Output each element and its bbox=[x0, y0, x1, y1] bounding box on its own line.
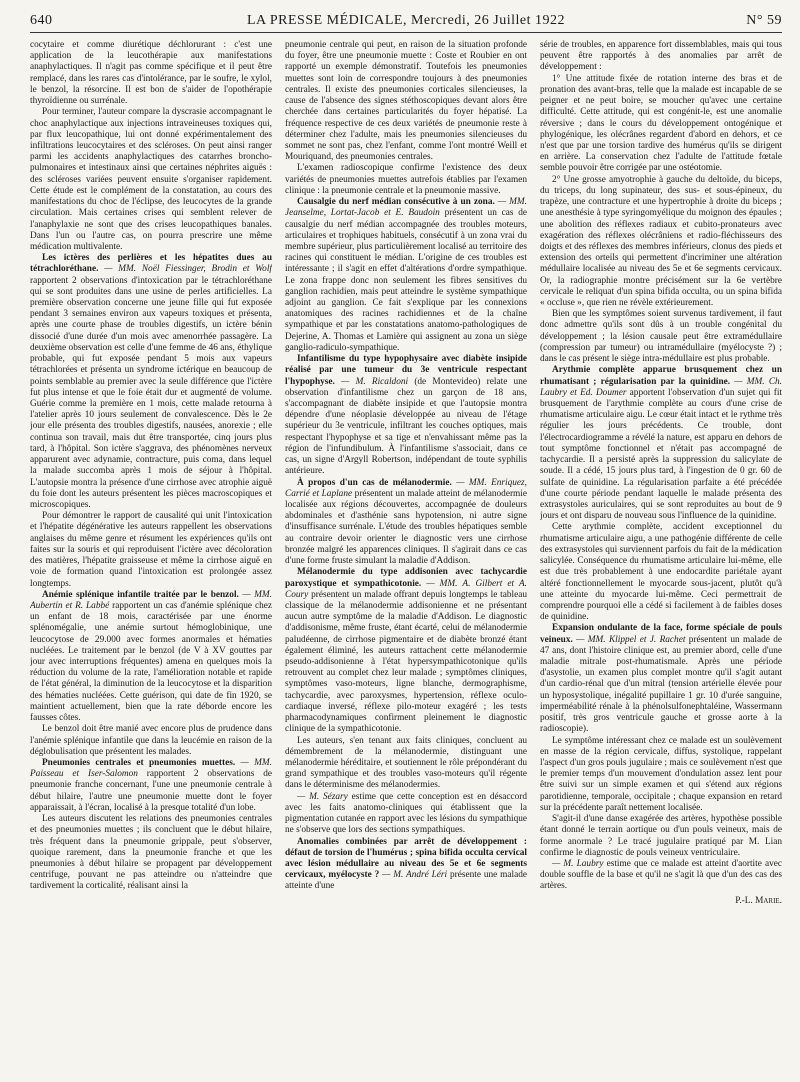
section-heading: Anomalies combinées par arrêt de développement : défaut de torsion de l'humérus ; spina bifida occulta cervical avec lésion médullaire au niveau des 5e et 6e segments cervicaux, myélocyste ? bbox=[285, 836, 527, 881]
paragraph bbox=[285, 567, 527, 735]
paragraph bbox=[540, 623, 782, 735]
paragraph-text: estime que ce malade est atteint d'aortite avec double souffle de la base et qu'il ne s'agit là que d'un des cas des artères. bbox=[540, 858, 782, 892]
paragraph bbox=[540, 859, 782, 893]
paragraph: Les auteurs, s'en tenant aux faits cliniques, concluent au démembrement de la mélanodermie, distinguant une mélanodermie héréditaire, et soutiennent le rôle prépondérant du grand sympathique et des troubles vaso-moteurs qu'il régente dans le déterminisme des mélanodermies. bbox=[285, 735, 527, 791]
paragraph: Pour terminer, l'auteur compare la dyscrasie accompagnant le choc anaphylactique aux injections intraveineuses toxiques qui, par flux leucopathique, lui ont donné expérimentalement des infiltrations leucocytaires et des scléroses. On peut ainsi ranger parmi les accidents anaphylactiques des catarrhes broncho-pulmonaires et intestinaux ainsi que certaines néphrites aiguës : des scléroses variées peuvent ensuite s'organiser rapidement. Cette étude est le complément de la constatation, au cours des manifestations du choc de l'éclipse, des leucocytes de la grande circulation. Mais certaines crises qui semblent relever de l'anaphylaxie ne sont que des crises leucopathiques banales. Dans l'un ou l'autre cas, on pourra prescrire une même médication multivalente. bbox=[30, 107, 272, 252]
paragraph-text: rapportent 2 observations d'intoxication par le tétrachloréthane qui se sont produites dans une usine de perles artificielles. La première observation concerne une jeune fille qui fut exposée pendant 3 semaines environ aux vapeurs toxiques et présenta, après une courte phase de troubles digestifs, un ictère bénin dissocié d'une durée d'un mois avec amenorrhée passagère. La deuxième observation est celle d'une femme de 46 ans, éthylique probable, qui fut exposée pendant 5 mois aux vapeurs tétrachlorées et présenta un syndrome ictérique en beaucoup de points semblable au premier avec la seule différence que l'ictère fut plus intense et que le foie était dur et augmenté de volume. Guérie comme la première en 1 mois, cette malade retourna à l'atelier après 10 jours seulement de convalescence. Dès le 2e jour elle présenta des troubles digestifs, nausées, anorexie ; elle continua son travail, mais dut être transportée, cinq jours plus tard, à l'hôpital. Son ictère s'aggrava, des phénomènes nerveux apparurent avec adynamie, contracture, puis coma, dans lequel la malade succomba après 1 mois de séjour à l'hôpital. L'autopsie montra la présence d'une cirrhose avec atrophie aiguë du foie dont les auteurs présentent les pièces macroscopiques et microscopiques. bbox=[30, 275, 272, 510]
paragraph-text: présentent un cas de causalgie du nerf médian accompagnée des troubles moteurs, articulaires et trophiques habituels, consécutif à un zona vrai du membre supérieur, plus particulièrement localisé au territoire des racines qui constituent le médian. L'origine de ces troubles est intéressante ; il s'agit en effet d'altérations d'ordre sympathique. Le zona frappe donc non seulement les fibres sensitives du ganglion rachidien, mais peut atteindre le système sympathique adjoint au ganglion. Ce fait s'explique par les connexions anatomiques des racines rachidiennes et de la chaîne sympathique et par les constatations anatomo-pathologiques de Dejerine, A. Thomas et Lamière qui assignent au zona un siège ganglio-radiculo-sympathique. bbox=[285, 208, 527, 353]
authors: — MM. Ch. Laubry et Ed. Doumer bbox=[540, 376, 782, 398]
paragraph-text: estime que cette conception est en désaccord avec les faits anatomo-cliniques qui établissent que la pigmentation cutanée en rapport avec les lésions du sympathique ne s'observe que lors des sections sympathiques. bbox=[285, 791, 527, 836]
section-heading: À propos d'un cas de mélanodermie. bbox=[297, 477, 452, 488]
paragraph bbox=[285, 354, 527, 477]
section-heading: Les ictères des perlières et les hépatites dues au tétrachloréthane. bbox=[30, 253, 272, 275]
paragraph: série de troubles, en apparence fort dissemblables, mais qui tous peuvent être rapportés à des anomalies par arrêt de développement : bbox=[540, 40, 782, 73]
section-heading: Anémie splénique infantile traitée par le benzol. bbox=[42, 589, 239, 600]
paragraph-text: présente une malade atteinte d'une bbox=[285, 870, 527, 892]
paragraph: pneumonie centrale qui peut, en raison de la situation profonde du foyer, être une pneumonie muette : Coste et Roubier en ont rapporté un exemple démonstratif. Toutefois les pneumonies muettes sont loin de correspondre toujours à des pneumonies centrales. Il existe des pneumonies corticales silencieuses, la cause de l'absence des signes stéthoscopiques devant alors être cherchée dans certaines particularités du foyer hépatisé. La fréquence respective de ces deux variétés de pneumonie reste à déterminer chez l'adulte, mais les pneumonies silencieuses du sommet ne sont pas, chez l'enfant, comme l'ont montré Weill et Mouriquand, des pneumonies centrales. bbox=[285, 40, 527, 163]
page-header bbox=[30, 10, 782, 33]
paragraph bbox=[285, 837, 527, 893]
authors: — MM. Aubertin et R. Labbé bbox=[30, 589, 272, 611]
column-3 bbox=[540, 40, 782, 1076]
authors: — MM. Enriquez, Carrié et Laplane bbox=[285, 477, 527, 499]
paragraph-text: présentent un malade atteint de mélanodermie localisée aux régions découvertes, accompagnée de douleurs abdominales et d'asthénie sans hypotension, ni autre signe d'insuffisance surrénale. L'étude des troubles hépatiques semble au contraire devoir orienter le diagnostic vers une cirrhose bronzée malgré les apparences cliniques. Il s'agirait dans ce cas d'une forme fruste simulant la maladie d'Addison. bbox=[285, 488, 527, 567]
authors: — M. Sézary bbox=[297, 791, 348, 802]
section-heading: Causalgie du nerf médian consécutive à un zona. bbox=[297, 197, 495, 208]
issue-number: N° 59 bbox=[746, 13, 782, 28]
paragraph bbox=[30, 758, 272, 814]
paragraph-text: présentent un malade de 47 ans, dont l'histoire clinique est, au premier abord, celle d'une maladie mitrale post-rhumatismale. Après une période d'asystolie, un examen plus complet montre qu'il s'agit autant d'un cardio-rénal que d'un mitral (tension artérielle élevée pour un hyposystolique, inégalité pupillaire 1 gr. 10 d'urée sanguine, imperméabilité rénale à la phénolsulfonephtaléine, Wassermann positif, très gros ventricule gauche et grosse aorte à la radioscopie). bbox=[540, 634, 782, 735]
paragraph: L'examen radioscopique confirme l'existence des deux variétés de pneumonies muettes autrefois établies par l'examen clinique : la pneumonie centrale et la pneumonie massive. bbox=[285, 163, 527, 196]
paragraph bbox=[285, 197, 527, 354]
authors: — M. Laubry bbox=[552, 858, 604, 869]
paragraph: Cette arythmie complète, accident exceptionnel du rhumatisme articulaire aigu, a une pathogénie différente de celle des extrasystoles qui surviennent parfois du fait de la médication salicylée. Conséquence du rhumatisme articulaire lui-même, elle est due très probablement à une endocardite pariétale ayant altéré fonctionnellement le myocarde sous-jacent, plutôt qu'à une atteinte du myocarde lui-même. Ceci permettrait de comprendre pourquoi elle a cédé si facilement à de faibles doses de quinidine. bbox=[540, 522, 782, 623]
authors: — MM. Jeanselme, Lortat-Jacob et E. Baudoin bbox=[285, 197, 527, 219]
section-heading: Pneumonies centrales et pneumonies muettes. bbox=[42, 758, 236, 768]
authors: — M. Ricaldoni bbox=[334, 376, 409, 387]
paragraph: Le symptôme intéressant chez ce malade est un soulèvement en masse de la région cervicale, diffus, systolique, rappelant l'aspect d'un gros pouls jugulaire ; mais ce soulèvement n'est que le premier temps d'un mouvement d'ondulation assez lent pour être suivi sur un simple examen et qui s'étend aux régions parotidienne, temporale, occipitale ; chaque expansion en retard sur la précédente paraît nettement localisée. bbox=[540, 735, 782, 813]
paragraph-text: rapportent un cas d'anémie splénique chez un enfant de 18 mois, caractérisée par une énorme splénomégalie, une anémie surtout hémoglobinique, une leucocytose de 29.000 avec formes anormales et hématies nucléées. Le traitement par le benzol (de V à XV gouttes par jour avec interruptions fréquentes) amena en quelques mois la réduction du volume de la rate, l'amélioration notable et rapide de l'état général, la diminution de la leucocytose et la disparition des hématies nucléées. Cette guérison, qui date de fin 1920, se maintient actuellement, bien que la rate déborde encore les fausses côtes. bbox=[30, 600, 272, 724]
column-2 bbox=[285, 40, 527, 1076]
paragraph bbox=[285, 792, 527, 837]
journal-dateline: LA PRESSE MÉDICALE, Mercredi, 26 Juillet 1922 bbox=[246, 13, 566, 28]
paragraph: cocytaire et comme diurétique déchlorurant : c'est une application de la leucothérapie aux manifestations anaphylactiques. Il n'agit pas comme spécifique et il peut être remplacé, dans les rares cas d'intolérance, par le soufre, le xylol, le benzol, la résorcine. Il est bon de s'aider de l'opothérapie thyroïdienne ou surrénale. bbox=[30, 40, 272, 107]
paragraph bbox=[540, 365, 782, 522]
section-heading: Mélanodermie du type addisonien avec tachycardie paroxystique et sympathicotonie. bbox=[285, 567, 527, 589]
section-heading: Infantilisme du type hypophysaire avec diabète insipide réalisé par une tumeur du 3e ventricule respectant l'hypophyse. bbox=[285, 354, 527, 387]
authors: — MM. Klippel et J. Rachet bbox=[572, 634, 686, 645]
paragraph: Le benzol doit être manié avec encore plus de prudence dans l'anémie splénique infantile que dans la leucémie en raison de la déglobulisation que présentent les malades. bbox=[30, 724, 272, 757]
section-heading: Arythmie complète apparue brusquement chez un rhumatisant ; régularisation par la quinidine. bbox=[540, 365, 782, 387]
paragraph-text: apportent l'observation d'un sujet qui fit brusquement de l'arythmie complète au cours d'une crise de rhumatisme articulaire aigu. Le cœur était intact et le rythme très régulier les jours précédents. Ce trouble, dont l'électrocardiogramme a révélé la nature, est apparu en dehors de tout symptôme fonctionnel et n'était pas accompagné de tachycardie. Il a persisté après la suppression du salicylate de soude. Il a cédé, 15 jours plus tard, à l'ingestion de 0 gr. 60 de sulfate de quinidine. La régularisation parfaite a été précédée d'une courte période pendant laquelle le malade présenta des extrasystoles auriculaires, qui se sont reproduites au bout de 9 jours et ont disparu de nouveau sous l'influence de la quinidine. bbox=[540, 387, 782, 522]
paragraph bbox=[30, 253, 272, 511]
paragraph: 2° Une grosse amyotrophie à gauche du deltoïde, du biceps, du triceps, du long supinateur, des sus- et sous-épineux, du trapèze, une contracture et une hypertrophie à droite du biceps ; une anesthésie à type syringomyélique du moignon des épaules ; une abolition des réflexes radiaux et cubito-pronateurs avec exagération des réflexes olécrâniens et radio-fléchisseurs des doigts et des réflexes des membres inférieurs, clonus des pieds et extension des orteils qui permettent d'incriminer une altération médullaire localisée au niveau des 5e et 6e segments cervicaux. Or, la radiographie montre précisément sur la 6e vertèbre cervicale le reliquat d'un spina bifida occulta, ou un spina bifida « occluse », que rien ne révèle extérieurement. bbox=[540, 174, 782, 309]
paragraph-text: rapportent 2 observations de pneumonie franche concernant, l'une une pneumonie centrale à début hilaire, l'autre une pneumonie muette dont le foyer apparaissait, à l'écran, localisé à la presque totalité d'un lobe. bbox=[30, 769, 272, 813]
article-columns bbox=[30, 40, 782, 1076]
paragraph bbox=[30, 590, 272, 725]
authors: — MM. Noël Fiessinger, Brodin et Wolf bbox=[98, 264, 272, 275]
paragraph-text: (de Montevideo) relate une observation d'infantilisme chez un garçon de 18 ans, s'accompagnant de diabète insipide et que l'autopsie montra dépendre d'une néoplasie développée au niveau de l'étage supérieur du 3e ventricule, infiltrant les couches optiques, mais respectant l'hypophyse et sa tige et n'envahissant même pas la région de l'infundibulum. À l'infantilisme s'associait, dans ce cas, un signe d'Argyll Robertson, indépendant de toute syphilis antérieure. bbox=[285, 376, 527, 477]
paragraph: 1° Une attitude fixée de rotation interne des bras et de pronation des avant-bras, telle que la malade est incapable de se peigner et ne peut boire, se moucher qu'avec une certaine difficulté. Cette attitude, qui est congénit-le, est une anomalie réversive ; dans le cours du développement ontogénique et phylogénique, les olécrânes regardent d'abord en dehors, et ce n'est que par une torsion tardive des humérus qu'ils se dirigent en arrière. La conservation chez l'adulte de l'attitude fœtale semble pouvoir être corrigée par une ostéotomie. bbox=[540, 73, 782, 174]
section-heading: Expansion ondulante de la face, forme spéciale de pouls veineux. bbox=[540, 623, 782, 645]
page-number: 640 bbox=[30, 13, 53, 28]
column-1 bbox=[30, 40, 272, 1076]
paragraph: S'agit-il d'une danse exagérée des artères, hypothèse possible étant donné le terrain aortique ou d'un pouls veineux, mais de forme anormale ? Le tracé jugulaire pratiqué par M. Lian confirme le diagnostic de pouls veineux ventriculaire. bbox=[540, 814, 782, 858]
authors: — MM. Paisseau et Iser-Salomon bbox=[30, 758, 272, 780]
paragraph: Pour démontrer le rapport de causalité qui unit l'intoxication et l'hépatite dégénérative les auteurs rappellent les observations anglaises du même genre et résument les expériences qu'ils ont faites sur la souris et qui reproduisent l'ictère avec décoloration des matières, l'hépatite graisseuse et même la cirrhose aiguë en voie de formation quand l'intoxication est prolongée assez longtemps. bbox=[30, 511, 272, 589]
authors: — M. André Léri bbox=[379, 870, 448, 881]
paragraph: Les auteurs discutent les relations des pneumonies centrales et des pneumonies muettes ; ils concluent que le début hilaire, très fréquent dans la pneumonie grippale, peut s'observer, quoique rarement, dans la pneumonie franche et que les pneumonies à début hilaire se propagent par développement centrifuge, pouvant ne pas atteindre ou n'atteindre que tardivement la corticalité, réalisant ainsi la bbox=[30, 814, 272, 892]
authors: — MM. A. Gilbert et A. Coury bbox=[285, 578, 527, 600]
paragraph bbox=[285, 478, 527, 568]
author-signature: P.-L. Marie. bbox=[735, 895, 782, 906]
paragraph-text: présentent un malade offrant depuis longtemps le tableau classique de la mélanodermie addisonienne et ne présentant aucun autre symptôme de la maladie d'Addison. Le diagnostic d'addisonisme, même fruste, étant écarté, celui de mélanodermie paludéenne, de cirrhose pigmentaire et de diabète bronzé étant également éliminé, les auteurs rattachent cette mélanodermie pseudo-addisonienne à l'état hypersympathicotonique qu'ils retrouvent au complet chez leur malade ; symptômes cliniques, symptômes vaso-moteurs, ligne blanche, dermographisme, tachycardie, avec paroxysmes, hypertension, réflexe oculo-cardiaque inversé, réflexe pilo-moteur exagéré ; les tests pharmacodynamiques confirment pleinement le diagnostic clinique de la sympathicotonie. bbox=[285, 589, 527, 735]
paragraph: Bien que les symptômes soient survenus tardivement, il faut donc admettre qu'ils sont dûs à un trouble congénital du développement ; la lésion causale peut être extramédullaire (compression par tumeur) ou intramédullaire (myélocyste ?) ; dans le cas présent le siège intra-médullaire est plus probable. bbox=[540, 309, 782, 365]
